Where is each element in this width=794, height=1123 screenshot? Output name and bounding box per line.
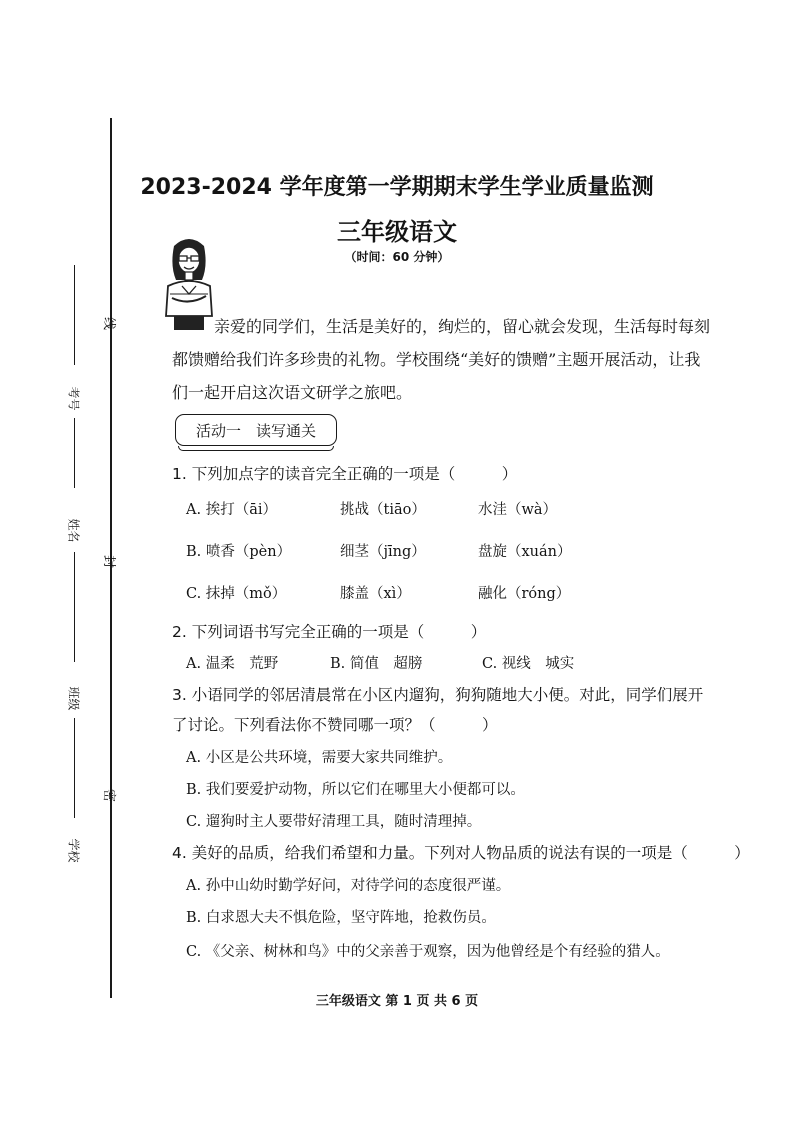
q1-option-a-3: 水洼（wà） bbox=[478, 502, 558, 518]
q3-stem-line-1: 3. 小语同学的邻居清晨常在小区内遛狗，狗狗随地大小便。对此，同学们展开 bbox=[172, 686, 704, 704]
class-label: 班级 bbox=[66, 686, 81, 711]
exam-number-line[interactable] bbox=[74, 265, 75, 365]
name-line[interactable] bbox=[74, 552, 75, 662]
page-title: 2023-2024 学年度第一学期期末学生学业质量监测 bbox=[140, 175, 654, 200]
q1-option-c-3: 融化（róng） bbox=[478, 586, 571, 602]
teacher-illustration bbox=[160, 236, 218, 332]
seal-mark-xian: 线 bbox=[101, 316, 117, 331]
page-footer: 三年级语文 第 1 页 共 6 页 bbox=[315, 994, 479, 1009]
q1-stem: 1. 下列加点字的读音完全正确的一项是（ ） bbox=[172, 465, 518, 483]
intro-line-3: 们一起开启这次语文研学之旅吧。 bbox=[172, 383, 413, 402]
q3-option-b[interactable]: B. 我们要爱护动物，所以它们在哪里大小便都可以。 bbox=[186, 782, 525, 798]
exam-number-line-2[interactable] bbox=[74, 418, 75, 488]
q2-option-a[interactable]: A. 温柔 荒野 bbox=[186, 656, 279, 672]
q1-option-a-1[interactable]: A. 挨打（āi） bbox=[186, 502, 277, 518]
intro-line-1: 亲爱的同学们，生活是美好的，绚烂的，留心就会发现，生活每时每刻 bbox=[214, 317, 711, 336]
q3-option-c[interactable]: C. 遛狗时主人要带好清理工具，随时清理掉。 bbox=[186, 814, 482, 830]
q4-option-a[interactable]: A. 孙中山幼时勤学好问，对待学问的态度很严谨。 bbox=[186, 878, 511, 894]
q1-option-c-1[interactable]: C. 抹掉（mǒ） bbox=[186, 586, 287, 602]
q1-option-a-2: 挑战（tiāo） bbox=[340, 502, 426, 518]
section-label: 活动一 读写通关 bbox=[195, 421, 316, 440]
seal-mark-feng: 封 bbox=[101, 554, 117, 569]
q1-option-b-1[interactable]: B. 喷香（pèn） bbox=[186, 544, 292, 560]
time-limit: （时间：60 分钟） bbox=[344, 250, 450, 264]
q3-option-a[interactable]: A. 小区是公共环境，需要大家共同维护。 bbox=[186, 750, 453, 766]
q2-option-b[interactable]: B. 简值 超膀 bbox=[330, 656, 423, 672]
q1-option-b-2: 细茎（jīng） bbox=[340, 544, 426, 560]
subject-title: 三年级语文 bbox=[337, 218, 457, 246]
exam-number-label: 考号 bbox=[66, 386, 81, 411]
q4-option-b[interactable]: B. 白求恩大夫不惧危险，坚守阵地，抢救伤员。 bbox=[186, 910, 496, 926]
school-label: 学校 bbox=[66, 838, 81, 863]
q2-stem: 2. 下列词语书写完全正确的一项是（ ） bbox=[172, 623, 487, 641]
q2-option-c[interactable]: C. 视线 城实 bbox=[482, 656, 575, 672]
seal-mark-mi: 密 bbox=[101, 788, 117, 803]
intro-line-2: 都馈赠给我们许多珍贵的礼物。学校围绕“美好的馈赠”主题开展活动，让我 bbox=[172, 350, 701, 369]
name-label: 姓名 bbox=[66, 518, 81, 543]
q3-stem-line-2: 了讨论。下列看法你不赞同哪一项？（ ） bbox=[172, 716, 498, 734]
section-badge bbox=[175, 414, 337, 446]
q1-option-b-3: 盘旋（xuán） bbox=[478, 544, 572, 560]
q1-option-c-2: 膝盖（xì） bbox=[340, 586, 411, 602]
q4-stem: 4. 美好的品质，给我们希望和力量。下列对人物品质的说法有误的一项是（ ） bbox=[172, 844, 750, 862]
class-line[interactable] bbox=[74, 718, 75, 818]
q4-option-c[interactable]: C. 《父亲、树林和鸟》中的父亲善于观察，因为他曾经是个有经验的猎人。 bbox=[186, 944, 670, 960]
